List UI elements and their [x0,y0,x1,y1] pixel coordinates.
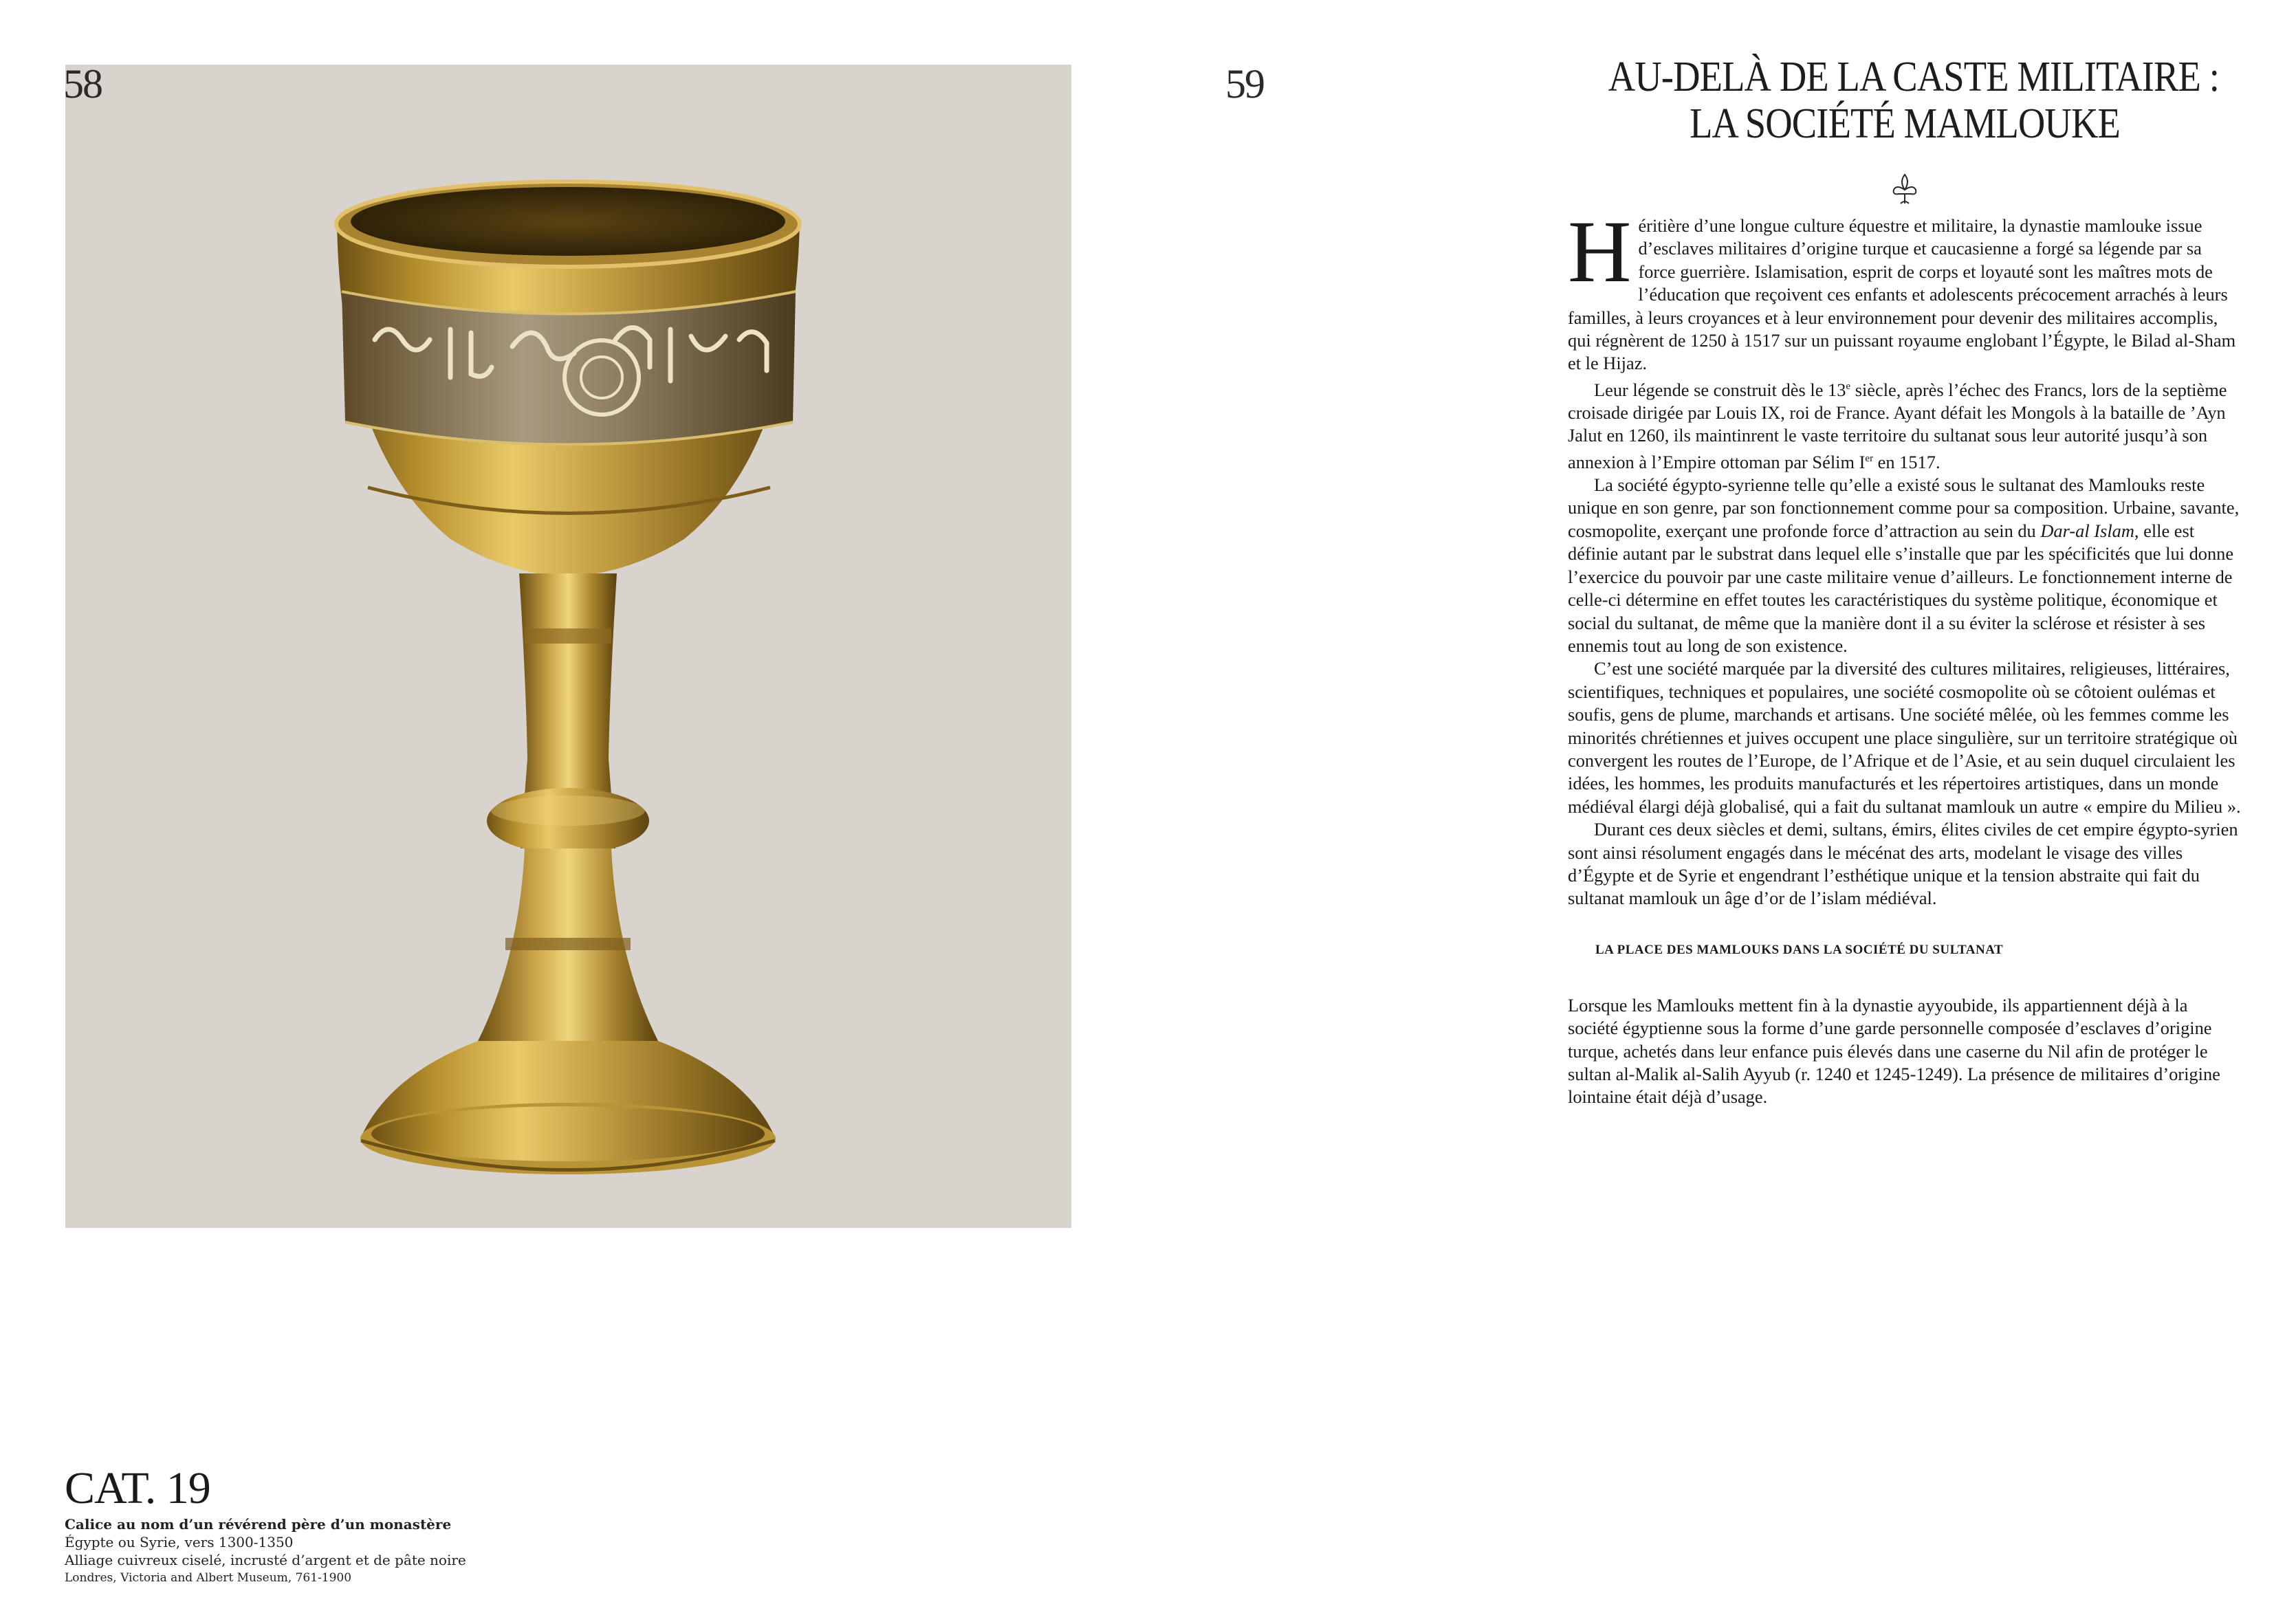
catalog-origin: Égypte ou Syrie, vers 1300-1350 [65,1534,294,1550]
paragraph-1: Héritière d’une longue culture équestre et militaire, la dynastie mamlouke issue d’esclaves militaires d’origine turque et caucasienne a forgé sa légende par sa force guerrière. Islamisation, esprit de corps et loyauté sont les maîtres mots de l’éducation que reçoivent ces enfants et adolescents précocement arrachés à leurs familles, à leurs croyances et à leur environnement pour devenir des militaires accomplis, qui régnèrent de 1250 à 1517 sur un puissant royaume englobant l’Égypte, le Bilad al-Sham et le Hijaz. [1568,203,2236,374]
chalice-image [65,65,1071,1228]
paragraph-4: C’est une société marquée par la diversité des cultures militaires, religieuses, littéraires, scientifiques, techniques et populaires, une société cosmopolite où se côtoient oulémas et soufis, gens de plume, marchands et artisans. Une société mêlée, où les femmes comme les minorités chrétiennes et juives occupent une place singulière, sur un territoire stratégique où convergent les routes de l’Europe, de l’Afrique et de l’Asie, et au sein duquel circulaient les idées, les hommes, les produits manufacturés et les répertoires artistiques, dans un monde médiéval élargi déjà globalisé, qui a fait du sultanat mamlouk un autre « empire du Milieu ». [1568,658,2241,817]
page-number-right: 59 [1225,61,1264,107]
catalog-collection: Londres, Victoria and Albert Museum, 761-1900 [65,1571,352,1585]
paragraph-3: La société égypto-syrienne telle qu’elle a existé sous le sultanat des Mamlouks reste unique en son genre, par son fonctionnement comme pour sa composition. Urbaine, savante, cosmopolite, exerçant une profonde force d’attraction au sein du Dar-al Islam, elle est définie autant par le substrat dans lequel elle s’installe que par les spécificités que lui donne l’exercice du pouvoir par une caste militaire venue d’ailleurs. Le fonctionnement interne de celle-ci détermine en effet toutes les caractéristiques du système politique, économique et social du sultanat, de même que la manière dont il a su éviter la sclérose et résister à ses ennemis tout au long de son existence. [1568,474,2240,656]
catalog-caption [65,1464,684,1587]
catalog-number: CAT. 19 [65,1463,210,1513]
catalog-material: Alliage cuivreux ciselé, incrusté d’argent et de pâte noire [65,1552,466,1568]
chapter-title-line-1: AU-DELÀ DE LA CASTE MILITAIRE : [1608,54,2219,100]
article-body [1568,203,2242,1109]
section-subheading: LA PLACE DES MAMLOUKS DANS LA SOCIÉTÉ DU SULTANAT [1595,942,2004,957]
chapter-title-line-2: LA SOCIÉTÉ MAMLOUKE [1690,100,2120,147]
page-number-left: 58 [63,61,102,107]
paragraph-2: Leur légende se construit dès le 13e siècle, après l’échec des Francs, lors de la septième croisade dirigée par Louis IX, roi de France. Ayant défait les Mongols à la bataille de ’Ayn Jalut en 1260, ils maintinrent le vaste territoire du sultanat sous leur autorité jusqu’à son annexion à l’Empire ottoman par Sélim Ier en 1517. [1568,379,2227,472]
chapter-title [1568,54,2242,208]
fleur-de-lis-icon [1890,172,1920,208]
paragraph-6: Lorsque les Mamlouks mettent fin à la dynastie ayyoubide, ils appartiennent déjà à la société égyptienne sous la forme d’une garde personnelle composée d’esclaves d’origine turque, achetés dans leur enfance puis élevés dans une caserne du Nil afin de protéger le sultan al-Malik al-Salih Ayyub (r. 1240 et 1245-1249). La présence de militaires d’origine lointaine était déjà d’usage. [1568,994,2220,1108]
paragraph-5: Durant ces deux siècles et demi, sultans, émirs, élites civiles de cet empire égypto-syrien sont ainsi résolument engagés dans le mécénat des arts, modelant le visage des villes d’Égypte et de Syrie et engendrant l’esthétique unique et la tension abstraite qui fait du sultanat mamlouk un âge d’or de l’islam médiéval. [1568,819,2238,909]
catalog-title: Calice au nom d’un révérend père d’un monastère [65,1516,452,1533]
drop-cap: H [1568,203,1632,300]
chalice-photo [65,65,1071,1228]
